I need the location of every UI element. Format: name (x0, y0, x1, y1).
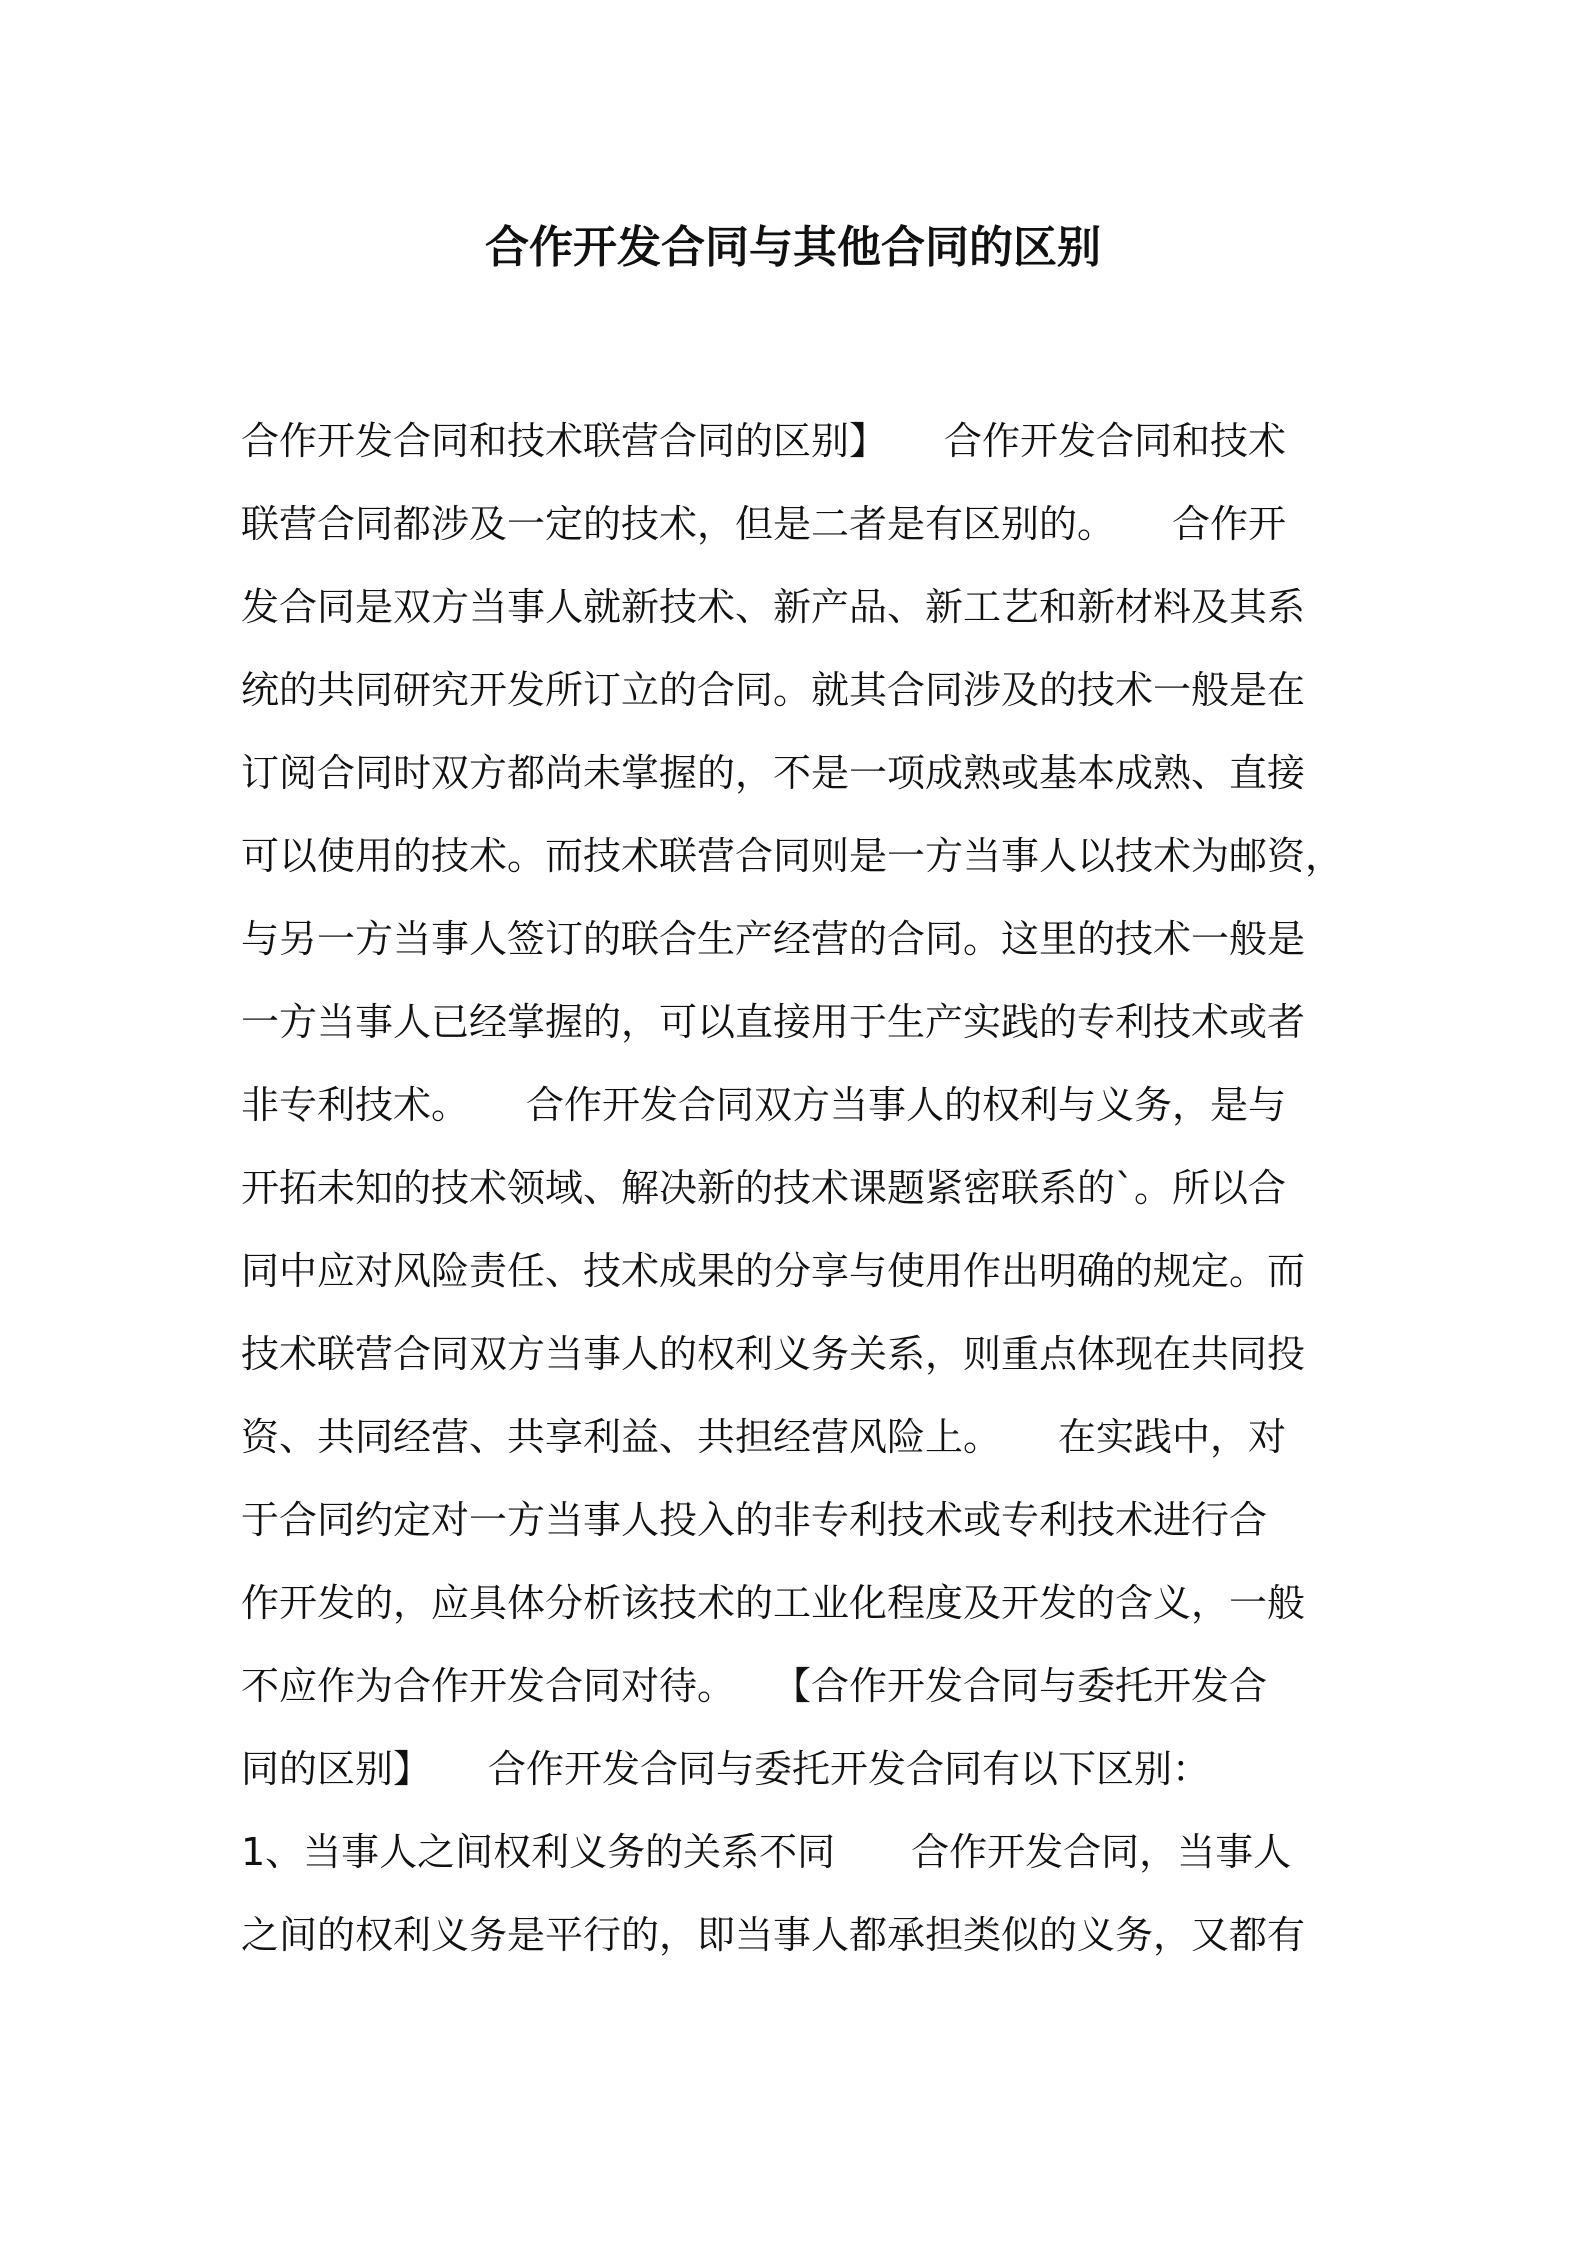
document-title: 合作开发合同与其他合同的区别 (485, 222, 1101, 273)
body-line-5: 订阅合同时双方都尚未掌握的，不是一项成熟或基本成熟、直接 (241, 751, 1306, 795)
body-line-1: 合作开发合同和技术联营合同的区别】 合作开发合同和技术 (241, 419, 1287, 463)
body-line-2: 联营合同都涉及一定的技术，但是二者是有区别的。 合作开 (241, 502, 1287, 546)
body-line-11: 同中应对风险责任、技术成果的分享与使用作出明确的规定。而 (241, 1249, 1306, 1293)
body-line-15: 作开发的，应具体分析该技术的工业化程度及开发的含义，一般 (241, 1581, 1306, 1625)
body-line-7: 与另一方当事人签订的联合生产经营的合同。这里的技术一般是 (241, 917, 1306, 961)
body-line-12: 技术联营合同双方当事人的权利义务关系，则重点体现在共同投 (241, 1332, 1306, 1376)
body-line-19: 之间的权利义务是平行的，即当事人都承担类似的义务，又都有 (241, 1913, 1306, 1957)
body-line-10: 开拓未知的技术领域、解决新的技术课题紧密联系的`。所以合 (241, 1166, 1287, 1210)
body-line-16: 不应作为合作开发合同对待。 【合作开发合同与委托开发合 (241, 1664, 1268, 1708)
document-body (241, 400, 1371, 1977)
body-line-3: 发合同是双方当事人就新技术、新产品、新工艺和新材料及其系 (241, 585, 1306, 629)
body-line-6: 可以使用的技术。而技术联营合同则是一方当事人以技术为邮资， (241, 834, 1344, 878)
body-line-8: 一方当事人已经掌握的，可以直接用于生产实践的专利技术或者 (241, 1000, 1306, 1044)
body-line-14: 于合同约定对一方当事人投入的非专利技术或专利技术进行合 (241, 1498, 1268, 1542)
body-line-13: 资、共同经营、共享利益、共担经营风险上。 在实践中，对 (241, 1415, 1287, 1459)
body-line-18: 1、当事人之间权利义务的关系不同 合作开发合同，当事人 (241, 1830, 1292, 1874)
body-line-9: 非专利技术。 合作开发合同双方当事人的权利与义务，是与 (241, 1083, 1287, 1127)
body-line-4: 统的共同研究开发所订立的合同。就其合同涉及的技术一般是在 (241, 668, 1306, 712)
body-line-17: 同的区别】 合作开发合同与委托开发合同有以下区别： (241, 1747, 1211, 1791)
